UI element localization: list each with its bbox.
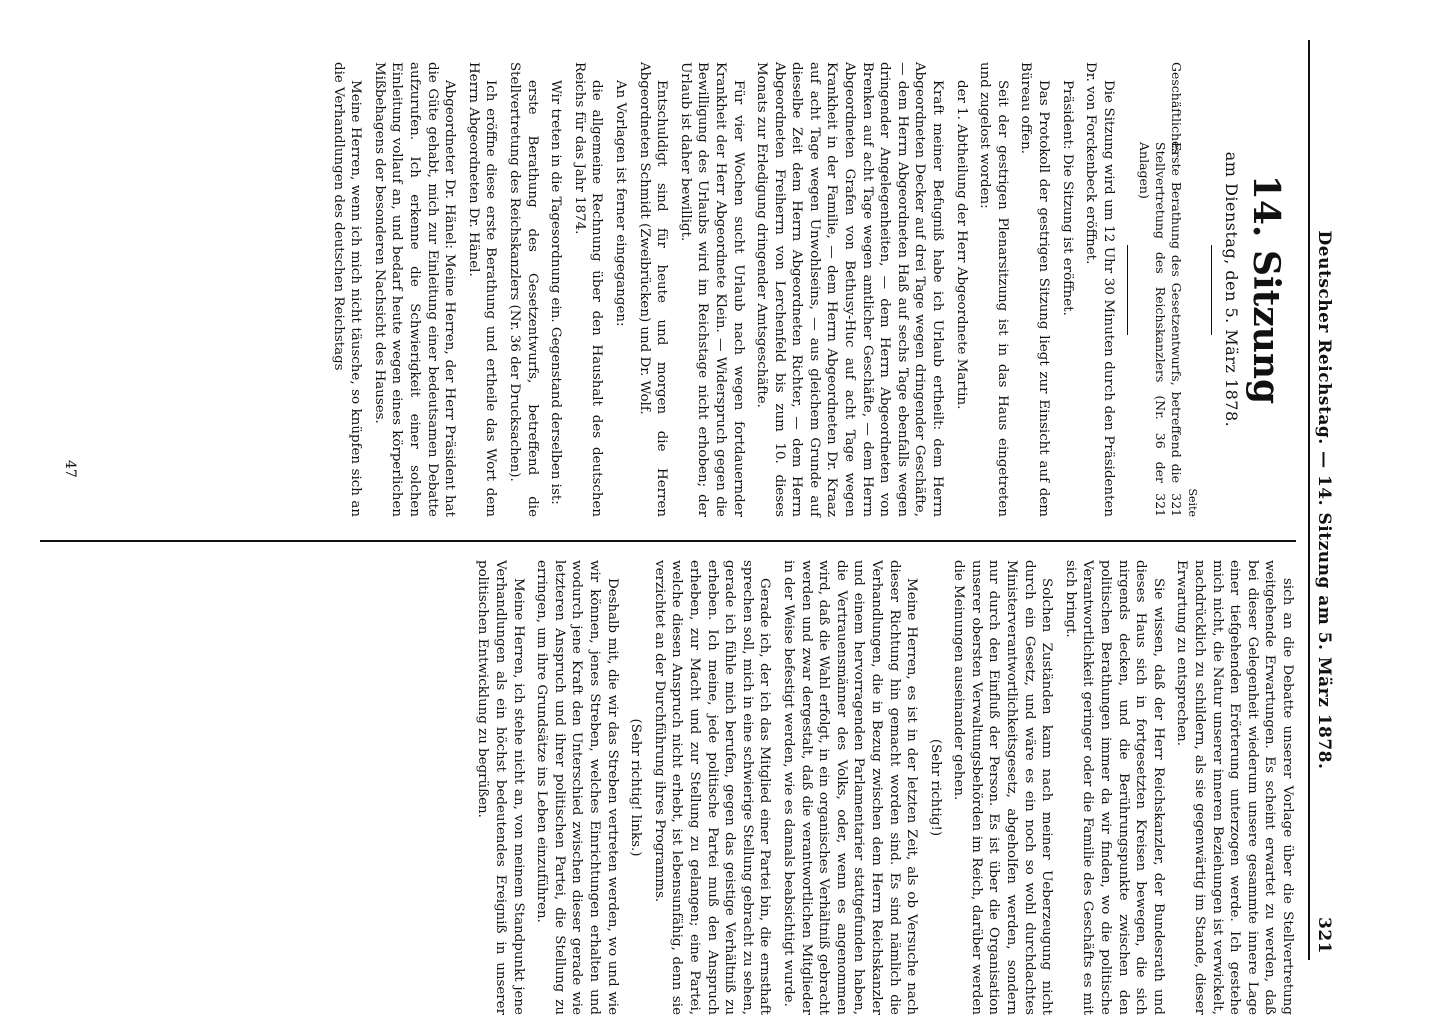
paragraph: Für vier Wochen sucht Urlaub nach wegen fortdauernder Krankheit der Herr Abgeordnete Klein. — Widerspruch gegen die Bewilligung des Urlaubs wird im Reichstage nicht erhoben; der Urlaub ist daher bewilligt. <box>677 62 746 517</box>
paragraph: Ich eröffne diese erste Berathung und ertheile das Wort dem Herrn Abgeordneten Dr. Hänel. <box>465 62 499 517</box>
paragraph: (Sehr richtig! links.) <box>628 718 644 857</box>
paragraph: Abgeordneter Dr. Hänel: Meine Herren, der Herr Präsident hat die Güte gehabt, mich zur Einleitung einer bedeutsamen Debatte aufzurufen. Ich erkenne die Schwierigkeit einer solchen Einleitung vollauf an, und bedarf heute wegen eines körperlichen Mißbehagens der besonderen Nachsicht des Hauses. <box>371 62 458 517</box>
paragraph: Deshalb mit, die wir das Streben vertreten werden, wo und wie wir können, jenes Streben, welches Einrichtungen erhalten und wodurch jene Kraft den Unterschied zwischen dieser gerade wie letzteren Anspruch und ihrer politischen Partei, die Stellung zu erringen, um ihre Grundsätze ins Leben einzuführen. <box>534 560 620 1015</box>
session-date: am Dienstag, den 5. März 1878. <box>1222 151 1241 428</box>
right-body-text <box>474 560 1296 1015</box>
paragraph: erste Berathung des Gesetzentwurfs, betreffend die Stellvertretung des Reichskanzlers (Nr. 36 der Drucksachen). <box>507 62 540 517</box>
header-page-number: 321 <box>1314 917 1334 954</box>
paragraph: Das Protokoll der gestrigen Sitzung liegt zur Einsicht auf dem Büreau offen. <box>1018 62 1052 517</box>
page-header <box>1308 40 1340 960</box>
toc-pages <box>1136 483 1184 517</box>
toc-page: 321 <box>1168 493 1184 517</box>
left-column <box>323 62 1296 517</box>
paragraph: Kraft meiner Befugniß habe ich Urlaub ertheilt: dem Herrn Abgeordneten Decker auf drei Tage wegen dringender Geschäfte, — dem Herrn Abgeordneten Haß auf sechs Tage ebenfalls wegen dringender Angelegenheiten, — dem Herrn Abgeordneten von Brenken auf acht Tage wegen amtlicher Geschäfte, — dem Herrn Abgeordneten Grafen von Bethusy-Huc auf acht Tage wegen Krankheit in der Familie, — dem Herrn Abgeordneten Dr. Kraaz auf acht Tage wegen Unwohlseins, — aus gleichem Grunde auf dieselbe Zeit dem Herrn Abgeordneten Richter, — dem Herrn Abgeordneten Freiherrn von Lerchenfeld bis zum 10. dieses Monats zur Erledigung dringender Amtsgeschäfte. <box>754 62 946 517</box>
paragraph: der 1. Abtheilung der Herr Abgeordnete Martin. <box>953 80 969 410</box>
paragraph: Gerade ich, der ich das Mitglied einer Partei bin, die ernsthaft sprechen soll, mich in eine schwierige Stellung gebracht zu sehen, gerade ich fühle mich berufen, gegen das geistige Verhältniß zu erheben. Ich meine, jede politische Partei muß den Anspruch erheben, zur Macht und zur Stellung zu gelangen; eine Partei, welche diesen Anspruch nicht erhebt, ist lebensunfähig, denn sie verzichtet an der Durchführung ihres Programms. <box>651 560 773 1015</box>
toc-label: Geschäftliches <box>1168 62 1184 155</box>
paragraph: Sie wissen, daß der Herr Reichskanzler, der Bundesrath und dieses Haus sich in fortgesetzten Kreisen bewegen, die sich nirgends decken, und die Berührungspunkte zwischen den politischen Berathungen immer da wir finden, wo die politische Verantwortlichkeit geringer oder die Familie des Geschäfts es mit sich bringt. <box>1062 560 1166 1015</box>
paragraph: Präsident: Die Sitzung ist eröffnet. <box>1059 80 1075 316</box>
paragraph: Die Sitzung wird um 12 Uhr 30 Minuten durch den Präsidenten Dr. von Forckenbeck eröffnet. <box>1083 62 1116 517</box>
paragraph: Meine Herren, wenn ich mich nicht täusche, so knüpfen sich an die Verhandlungen des deutschen Reichstags <box>330 62 364 517</box>
paragraph: Seit der gestrigen Plenarsitzung ist in das Haus eingetreten und zugelost worden: <box>977 62 1010 517</box>
page-footer-number: 47 <box>62 460 78 478</box>
session-title: 14. Sitzung <box>1245 174 1287 405</box>
running-title: Deutscher Reichstag. — 14. Sitzung am 5. März 1878. <box>1314 230 1334 770</box>
toc-page: 321 <box>1152 493 1168 517</box>
divider <box>1211 245 1212 335</box>
paragraph: Solchen Zuständen kann nach meiner Ueberzeugung nicht durch ein Gesetz, und wäre es ein noch so wohl durchdachtes Ministerverantwortlichkeitsgesetz, abgeholfen werden, sondern nur durch den Einfluß der Person. Es ist über die Organisation unserer obersten Verwaltungsbehörden im Reich, darüber werden die Meinungen auseinander gehen. <box>951 560 1055 1015</box>
paragraph: (Sehr richtig!) <box>927 738 943 837</box>
paragraph: Meine Herren, ich stehe nicht an, von meinem Standpunkt jene Verhandlungen als ein höchst bedeutendes Ereigniß in unserer politischen Entwicklung zu begrüßen. <box>475 560 526 1015</box>
paragraph: An Vorlagen ist ferner eingegangen: <box>612 80 628 327</box>
toc-entry <box>1136 62 1184 517</box>
left-body-text <box>329 62 1117 517</box>
paragraph: Entschuldigt sind für heute und morgen die Herren Abgeordneten Schmidt (Zweibrücken) und Dr. Wolf. <box>636 62 670 517</box>
right-column <box>468 560 1296 1015</box>
paragraph: sich an die Debatte unserer Vorlage über die Stellvertretung weitgehende Erwartungen. Es scheint erwartet zu werden, daß bei dieser Gelegenheit wiederum unsere gesammte innere Lage einer tiefgehenden Erörterung unterzogen werde. Ich gestehe mich nicht, die Natur unserer inneren Beziehungen ist verwickelt, nachdrücklich zu schildern, als sie gegenwärtig im Stande, dieser Erwartung zu entsprechen. <box>1174 560 1295 1015</box>
toc-description: Erste Berathung des Gesetzentwurfs, betreffend die Stellvertretung des Reichskanzlers (Nr. 36 der Anlagen) <box>1136 142 1184 483</box>
column-divider <box>40 540 1296 542</box>
divider <box>1127 245 1128 335</box>
paragraph: die allgemeine Rechnung über den Haushalt des deutschen Reichs für das Jahr 1874. <box>571 62 605 517</box>
paragraph: Meine Herren, es ist in der letzten Zeit, als ob Versuche nach dieser Richtung hin gemacht worden sind. Es sind nämlich die Verhandlungen, die in Bezug zwischen dem Herrn Reichskanzler und einem hervorragenden Parlamentarier stattgefunden haben, die Vertrauensmänner des Volks, oder, wenn es angenommen wird, daß die Wahl erfolgt, in ein organisches Verhältniß gebracht werden und zwar dergestalt, daß die verantwortlichen Mitglieder in der Weise befestigt werden, wie es damals beabsichtigt wurde. <box>780 560 920 1015</box>
toc-column-label: Seite <box>1186 488 1200 517</box>
paragraph: Wir treten in die Tagesordnung ein. Gegenstand derselben ist: <box>548 80 564 505</box>
